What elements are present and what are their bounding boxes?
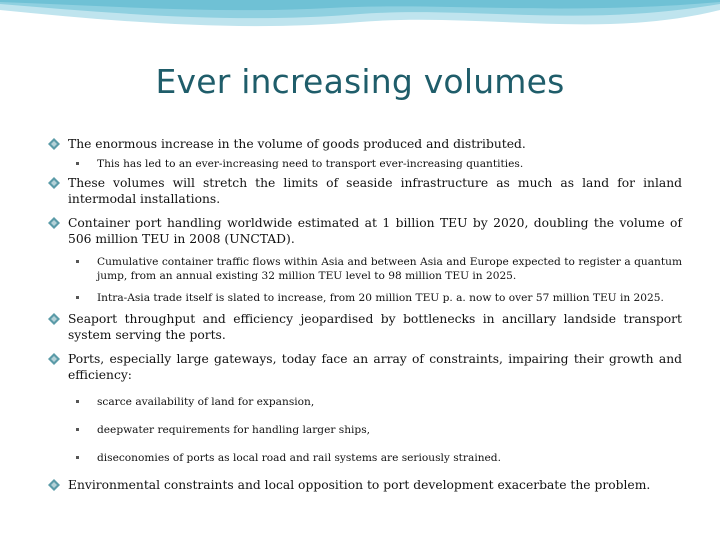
- diamond-bullet-icon: [48, 217, 60, 229]
- sub-bullet-text: Intra-Asia trade itself is slated to increase, from 20 million TEU p. a. now to over 57 million TEU in 2025.: [97, 292, 664, 304]
- sub-bullet-item: [46, 157, 682, 171]
- bullet-item: [46, 311, 682, 343]
- sub-bullet-item: [46, 255, 682, 283]
- bullet-item: [46, 351, 682, 383]
- sub-bullet-text: deepwater requirements for handling larger ships,: [97, 424, 371, 436]
- bullet-list: [46, 136, 682, 493]
- square-bullet-icon: [76, 400, 79, 403]
- header-wave-decoration: [0, 0, 720, 60]
- sub-bullet-text: Cumulative container traffic flows within Asia and between Asia and Europe expected to register a quantum jump, from an annual existing 32 million TEU level to 98 million TEU in 2025.: [97, 256, 682, 282]
- diamond-bullet-icon: [48, 353, 60, 365]
- diamond-bullet-icon: [48, 177, 60, 189]
- slide-title: Ever increasing volumes: [155, 62, 565, 101]
- bullet-text: Ports, especially large gateways, today face an array of constraints, impairing their growth and efficiency:: [68, 352, 682, 382]
- sub-bullet-item: [46, 291, 682, 305]
- sub-bullet-text: scarce availability of land for expansion,: [97, 396, 315, 408]
- bullet-text: Container port handling worldwide estimated at 1 billion TEU by 2020, doubling the volume of 506 million TEU in 2008 (UNCTAD).: [68, 216, 682, 246]
- square-bullet-icon: [76, 260, 79, 263]
- bullet-text: The enormous increase in the volume of goods produced and distributed.: [68, 137, 526, 151]
- bullet-item: [46, 136, 682, 152]
- diamond-bullet-icon: [48, 138, 60, 150]
- square-bullet-icon: [76, 456, 79, 459]
- sub-bullet-item: [46, 423, 682, 437]
- bullet-item: [46, 175, 682, 207]
- sub-bullet-item: [46, 451, 682, 465]
- sub-bullet-text: diseconomies of ports as local road and rail systems are seriously strained.: [97, 452, 501, 464]
- bullet-item: [46, 215, 682, 247]
- bullet-text: Environmental constraints and local opposition to port development exacerbate the problem.: [68, 478, 651, 492]
- square-bullet-icon: [76, 296, 79, 299]
- square-bullet-icon: [76, 428, 79, 431]
- bullet-item: [46, 477, 682, 493]
- bullet-text: These volumes will stretch the limits of seaside infrastructure as much as land for inland intermodal installations.: [68, 176, 682, 206]
- diamond-bullet-icon: [48, 479, 60, 491]
- diamond-bullet-icon: [48, 313, 60, 325]
- bullet-text: Seaport throughput and efficiency jeopardised by bottlenecks in ancillary landside transport system serving the ports.: [68, 312, 682, 342]
- square-bullet-icon: [76, 162, 79, 165]
- sub-bullet-item: [46, 395, 682, 409]
- sub-bullet-text: This has led to an ever-increasing need to transport ever-increasing quantities.: [97, 158, 524, 170]
